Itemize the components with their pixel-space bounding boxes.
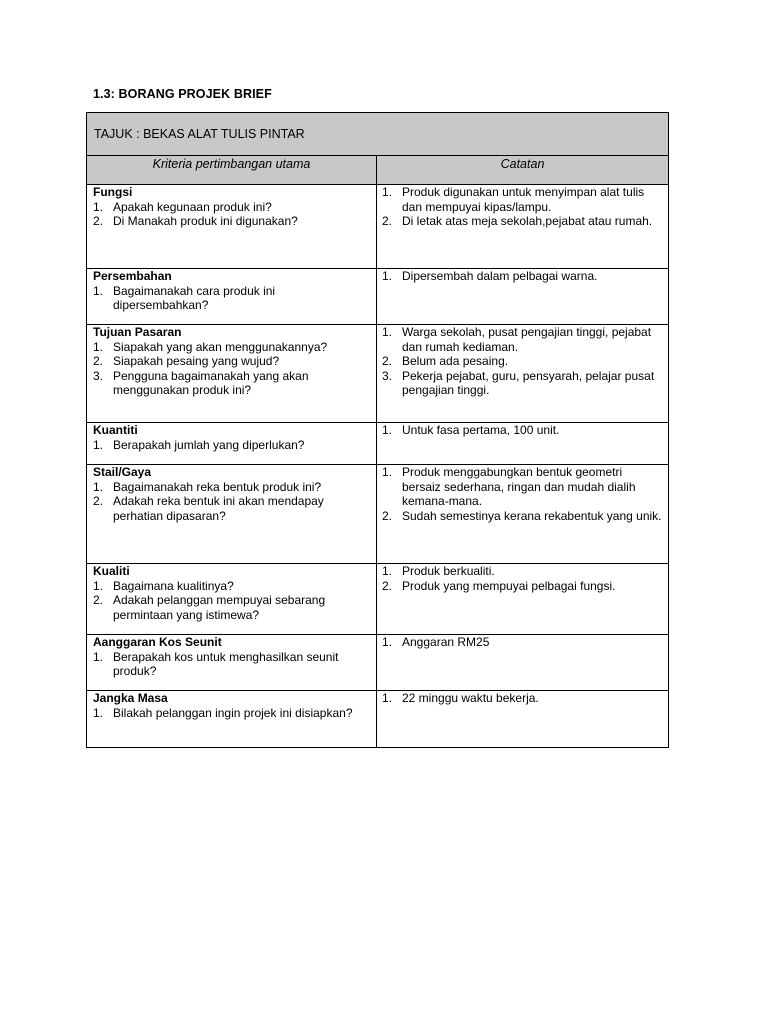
note-item	[382, 579, 662, 594]
table-row	[87, 269, 669, 325]
question-item	[93, 438, 370, 453]
criterion-title: Aanggaran Kos Seunit	[93, 635, 222, 649]
list-number: 2.	[93, 354, 104, 368]
notes-cell	[377, 325, 669, 423]
list-number: 2.	[382, 354, 393, 368]
question-list	[93, 706, 370, 721]
question-item	[93, 369, 370, 398]
question-item	[93, 284, 370, 313]
list-number: 1.	[382, 635, 393, 649]
criterion-cell	[87, 691, 377, 748]
question-item	[93, 494, 370, 523]
list-number: 2.	[382, 578, 393, 593]
note-text: 22 minggu waktu bekerja.	[402, 691, 539, 705]
table-row	[87, 325, 669, 423]
question-item	[93, 593, 370, 622]
note-item	[382, 635, 662, 650]
notes-cell	[377, 691, 669, 748]
notes-cell	[377, 635, 669, 691]
table-row	[87, 635, 669, 691]
column-header-row	[87, 156, 669, 185]
notes-list	[382, 465, 662, 523]
note-text: Produk digunakan untuk menyimpan alat tulis dan mempuyai kipas/lampu.	[402, 185, 645, 214]
question-item	[93, 214, 370, 229]
criterion-title: Kualiti	[93, 564, 130, 578]
list-number: 1.	[382, 325, 393, 339]
question-text: Adakah reka bentuk ini akan mendapay perhatian dipasaran?	[113, 494, 324, 523]
notes-list	[382, 691, 662, 706]
notes-cell	[377, 465, 669, 564]
project-brief-table	[86, 112, 669, 748]
question-list	[93, 284, 370, 313]
list-number: 2.	[382, 508, 393, 523]
question-list	[93, 340, 370, 398]
notes-list	[382, 325, 662, 398]
table-row	[87, 423, 669, 465]
question-item	[93, 706, 370, 721]
list-number: 1.	[382, 465, 393, 479]
list-number: 1.	[93, 437, 104, 452]
question-item	[93, 579, 370, 594]
criterion-title: Stail/Gaya	[93, 465, 152, 479]
question-text: Pengguna bagaimanakah yang akan menggunakan produk ini?	[113, 368, 309, 397]
note-text: Sudah semestinya kerana rekabentuk yang unik.	[402, 508, 662, 523]
list-number: 3.	[382, 368, 393, 383]
note-item	[382, 509, 662, 524]
criterion-title: Kuantiti	[93, 423, 138, 437]
note-text: Anggaran RM25	[402, 635, 490, 649]
criterion-cell	[87, 185, 377, 269]
note-item	[382, 465, 662, 509]
note-item	[382, 354, 662, 369]
note-text: Produk berkualiti.	[402, 564, 495, 578]
notes-list	[382, 185, 662, 229]
note-item	[382, 214, 662, 229]
criterion-cell	[87, 269, 377, 325]
note-text: Untuk fasa pertama, 100 unit.	[402, 423, 560, 437]
notes-list	[382, 423, 662, 438]
list-number: 2.	[382, 214, 393, 228]
note-item	[382, 564, 662, 579]
note-text: Warga sekolah, pusat pengajian tinggi, pejabat dan rumah kediaman.	[402, 325, 652, 354]
list-number: 1.	[382, 185, 393, 199]
question-item	[93, 354, 370, 369]
question-text: Bagaimanakah cara produk ini dipersembahkan?	[113, 283, 276, 312]
question-item	[93, 480, 370, 495]
question-text: Berapakah kos untuk menghasilkan seunit produk?	[113, 649, 339, 678]
column-header-criteria: Kriteria pertimbangan utama	[87, 156, 377, 185]
list-number: 1.	[382, 423, 393, 437]
title-row	[87, 113, 669, 156]
note-item	[382, 691, 662, 706]
note-item	[382, 423, 662, 438]
question-list	[93, 200, 370, 229]
notes-list	[382, 269, 662, 284]
question-text: Siapakah yang akan menggunakannya?	[113, 339, 328, 354]
criterion-cell	[87, 564, 377, 635]
criterion-cell	[87, 635, 377, 691]
question-list	[93, 650, 370, 679]
question-text: Bagaimanakah reka bentuk produk ini?	[113, 479, 322, 494]
column-header-notes: Catatan	[377, 156, 669, 185]
criterion-title: Persembahan	[93, 269, 172, 283]
note-text: Dipersembah dalam pelbagai warna.	[402, 269, 598, 283]
list-number: 1.	[382, 564, 393, 578]
table-row	[87, 691, 669, 748]
question-item	[93, 650, 370, 679]
criterion-title: Fungsi	[93, 185, 133, 199]
list-number: 2.	[93, 494, 104, 508]
list-number: 1.	[93, 705, 104, 720]
question-text: Adakah pelanggan mempuyai sebarang permintaan yang istimewa?	[113, 593, 326, 622]
list-number: 1.	[93, 649, 104, 664]
question-item	[93, 340, 370, 355]
question-item	[93, 200, 370, 215]
note-item	[382, 369, 662, 398]
note-item	[382, 185, 662, 214]
table-row	[87, 564, 669, 635]
list-number: 1.	[93, 578, 104, 593]
list-number: 2.	[93, 214, 104, 228]
criterion-title: Tujuan Pasaran	[93, 325, 182, 339]
question-text: Siapakah pesaing yang wujud?	[113, 354, 280, 368]
document-heading: 1.3: BORANG PROJEK BRIEF	[93, 87, 272, 101]
note-text: Produk yang mempuyai pelbagai fungsi.	[402, 578, 616, 593]
table-row	[87, 465, 669, 564]
question-text: Bagaimana kualitinya?	[113, 578, 234, 593]
criterion-cell	[87, 423, 377, 465]
criterion-cell	[87, 465, 377, 564]
notes-cell	[377, 269, 669, 325]
notes-list	[382, 564, 662, 593]
list-number: 1.	[93, 339, 104, 354]
criterion-title: Jangka Masa	[93, 691, 168, 705]
question-text: Di Manakah produk ini digunakan?	[113, 214, 298, 228]
notes-cell	[377, 564, 669, 635]
list-number: 1.	[93, 479, 104, 494]
note-item	[382, 269, 662, 284]
note-text: Di letak atas meja sekolah,pejabat atau rumah.	[402, 214, 653, 228]
table-body	[87, 185, 669, 748]
list-number: 1.	[382, 269, 393, 283]
note-text: Pekerja pejabat, guru, pensyarah, pelajar pusat pengajian tinggi.	[402, 368, 655, 397]
note-text: Produk menggabungkan bentuk geometri bersaiz sederhana, ringan dan mudah dialih kemana-mana.	[402, 465, 636, 508]
notes-list	[382, 635, 662, 650]
question-text: Bilakah pelanggan ingin projek ini disiapkan?	[113, 705, 353, 720]
list-number: 1.	[93, 199, 104, 214]
table-row	[87, 185, 669, 269]
list-number: 2.	[93, 593, 104, 607]
list-number: 1.	[382, 691, 393, 705]
note-text: Belum ada pesaing.	[402, 354, 509, 368]
question-text: Apakah kegunaan produk ini?	[113, 199, 272, 214]
notes-cell	[377, 185, 669, 269]
list-number: 3.	[93, 368, 104, 383]
question-list	[93, 480, 370, 524]
table-title: TAJUK : BEKAS ALAT TULIS PINTAR	[87, 113, 669, 156]
criterion-cell	[87, 325, 377, 423]
question-list	[93, 438, 370, 453]
question-text: Berapakah jumlah yang diperlukan?	[113, 437, 305, 452]
notes-cell	[377, 423, 669, 465]
list-number: 1.	[93, 283, 104, 298]
note-item	[382, 325, 662, 354]
question-list	[93, 579, 370, 623]
